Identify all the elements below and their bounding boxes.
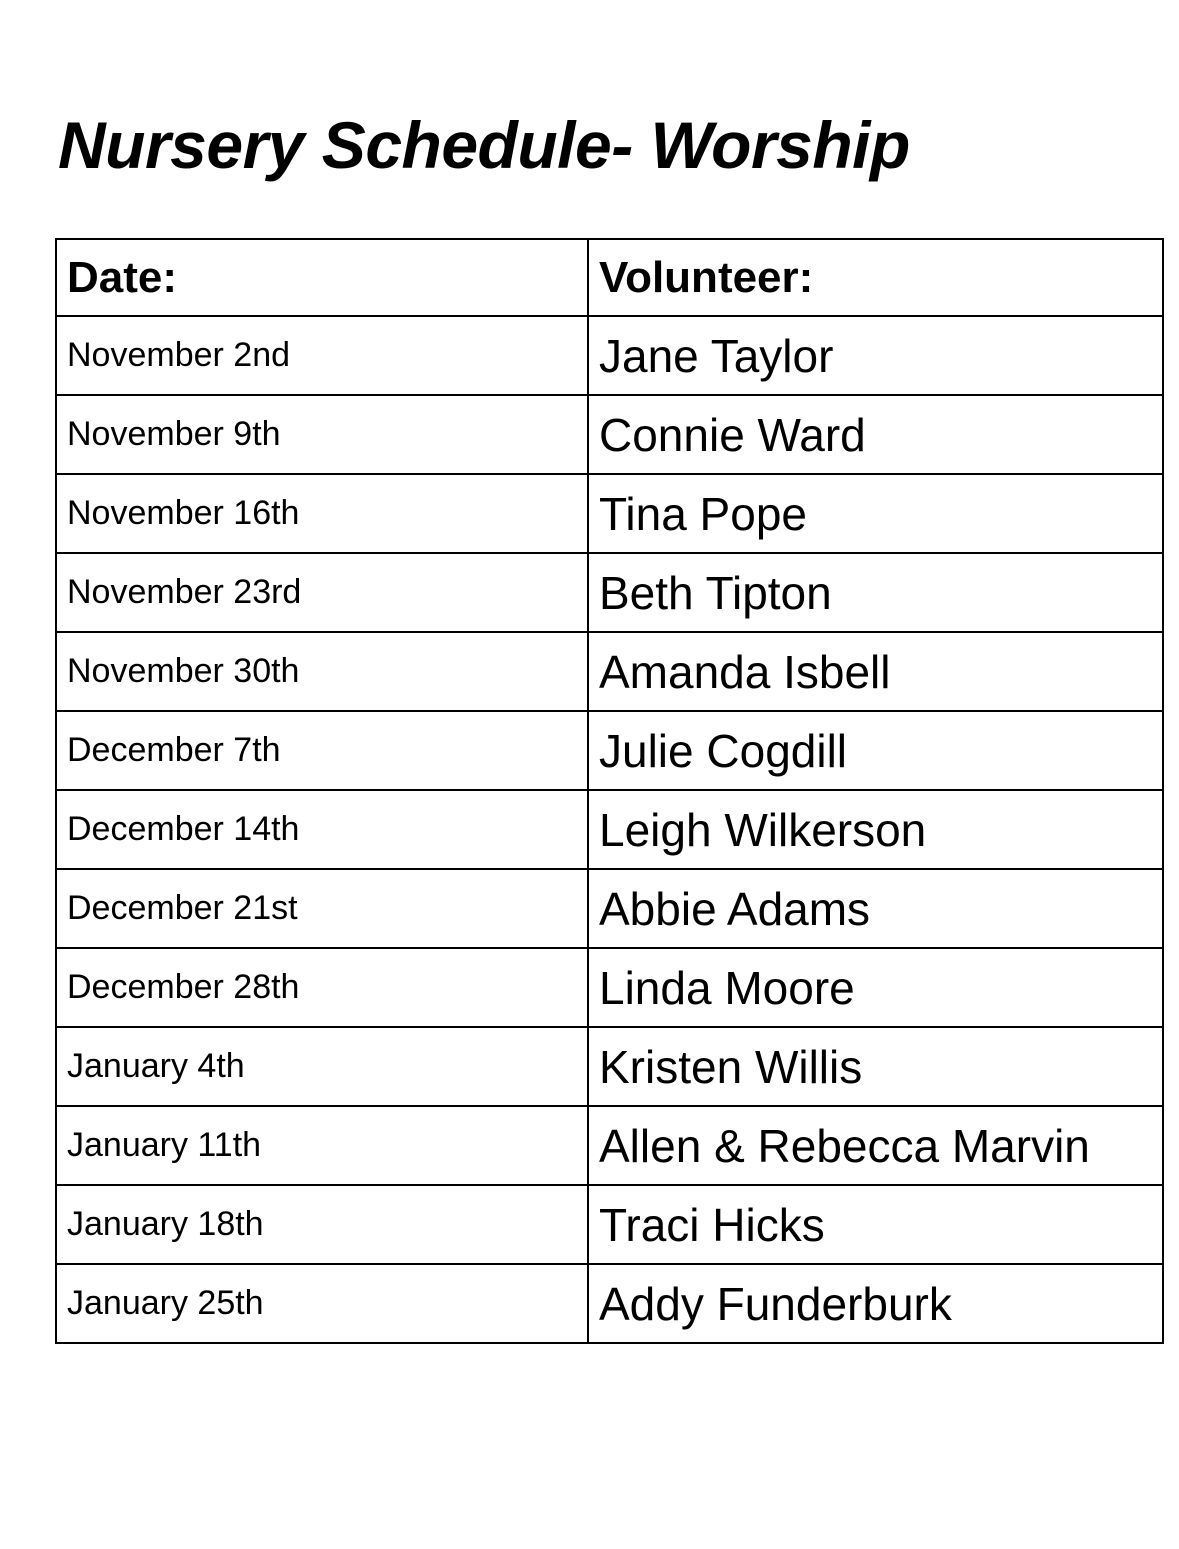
table-row xyxy=(56,1185,1163,1264)
date-cell: November 2nd xyxy=(56,316,588,395)
table-row xyxy=(56,474,1163,553)
date-cell: January 4th xyxy=(56,1027,588,1106)
volunteer-column-header: Volunteer: xyxy=(588,239,1163,316)
volunteer-cell: Allen & Rebecca Marvin xyxy=(588,1106,1163,1185)
date-cell: November 16th xyxy=(56,474,588,553)
volunteer-cell: Leigh Wilkerson xyxy=(588,790,1163,869)
table-row xyxy=(56,316,1163,395)
table-row xyxy=(56,790,1163,869)
date-cell: December 21st xyxy=(56,869,588,948)
volunteer-cell: Tina Pope xyxy=(588,474,1163,553)
nursery-schedule-table xyxy=(55,238,1164,1344)
volunteer-cell: Kristen Willis xyxy=(588,1027,1163,1106)
date-cell: January 11th xyxy=(56,1106,588,1185)
volunteer-cell: Amanda Isbell xyxy=(588,632,1163,711)
table-row xyxy=(56,1027,1163,1106)
volunteer-cell: Traci Hicks xyxy=(588,1185,1163,1264)
table-row xyxy=(56,948,1163,1027)
page-title: Nursery Schedule- Worship xyxy=(58,108,910,182)
date-cell: November 9th xyxy=(56,395,588,474)
date-cell: December 14th xyxy=(56,790,588,869)
volunteer-cell: Beth Tipton xyxy=(588,553,1163,632)
date-cell: January 18th xyxy=(56,1185,588,1264)
date-column-header: Date: xyxy=(56,239,588,316)
table-row xyxy=(56,553,1163,632)
volunteer-cell: Jane Taylor xyxy=(588,316,1163,395)
date-cell: November 23rd xyxy=(56,553,588,632)
table-row xyxy=(56,632,1163,711)
volunteer-cell: Linda Moore xyxy=(588,948,1163,1027)
volunteer-cell: Addy Funderburk xyxy=(588,1264,1163,1343)
table-row xyxy=(56,1264,1163,1343)
volunteer-cell: Julie Cogdill xyxy=(588,711,1163,790)
table-row xyxy=(56,395,1163,474)
date-cell: November 30th xyxy=(56,632,588,711)
date-cell: January 25th xyxy=(56,1264,588,1343)
table-row xyxy=(56,1106,1163,1185)
date-cell: December 7th xyxy=(56,711,588,790)
date-cell: December 28th xyxy=(56,948,588,1027)
volunteer-cell: Connie Ward xyxy=(588,395,1163,474)
volunteer-cell: Abbie Adams xyxy=(588,869,1163,948)
table-row xyxy=(56,711,1163,790)
table-row xyxy=(56,869,1163,948)
header-row xyxy=(56,239,1163,316)
